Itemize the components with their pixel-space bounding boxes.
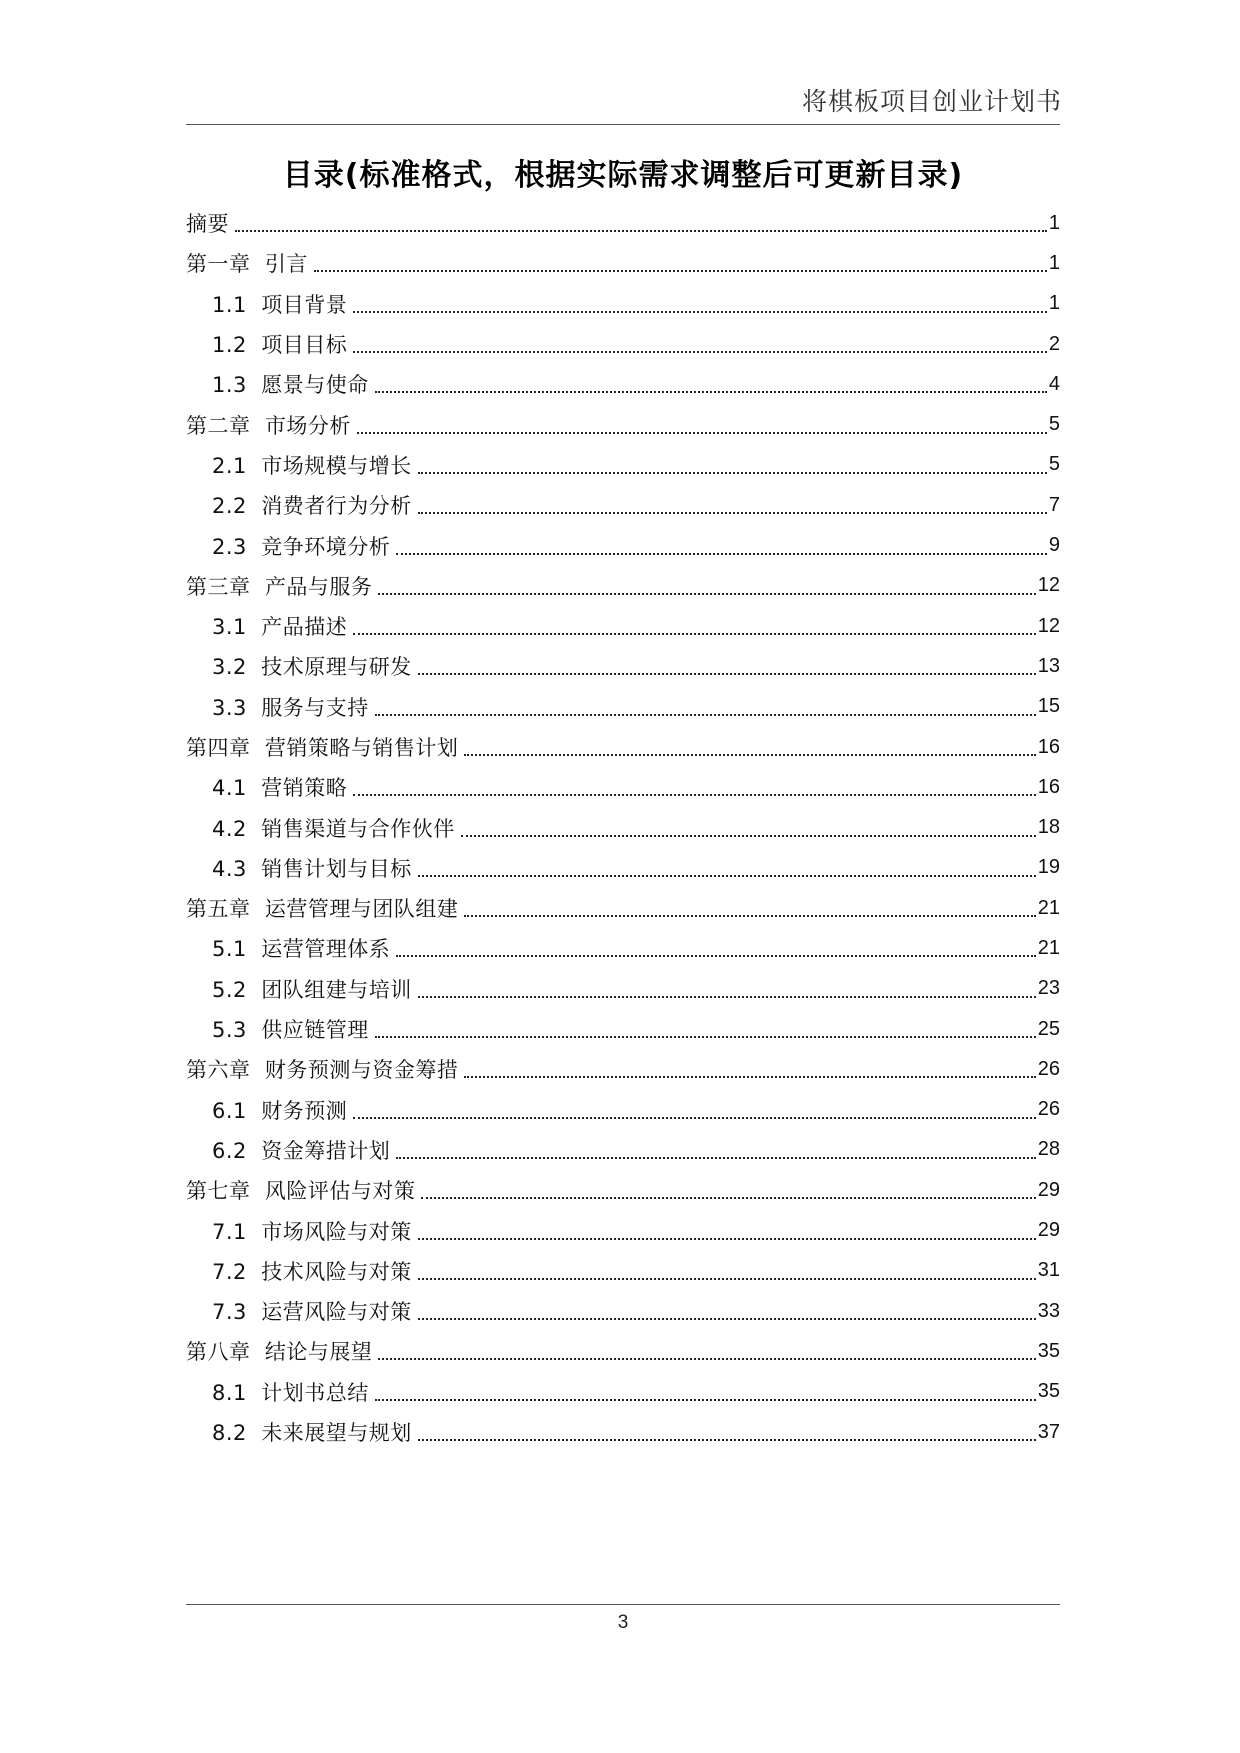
toc-entry-label: 第一章 引言 [186, 252, 308, 277]
toc-entry-label: 7.2 技术风险与对策 [212, 1259, 412, 1284]
toc-section-entry[interactable] [186, 646, 1060, 686]
toc-entry-label: 第八章 结论与展望 [186, 1340, 373, 1365]
toc-chapter-entry[interactable] [186, 404, 1060, 444]
toc-entry-label: 第七章 风险评估与对策 [186, 1179, 416, 1204]
toc-section-entry[interactable] [186, 1412, 1060, 1452]
toc-entry-page-number: 5 [1048, 453, 1060, 476]
toc-dot-leader [418, 1318, 1036, 1320]
toc-entry-page-number: 1 [1048, 251, 1060, 274]
toc-dot-leader [464, 754, 1035, 756]
toc-chapter-entry[interactable] [186, 203, 1060, 243]
toc-entry-label: 第六章 财务预测与资金筹措 [186, 1058, 459, 1083]
toc-entry-page-number: 2 [1048, 332, 1060, 355]
toc-entry-page-number: 1 [1048, 292, 1060, 315]
toc-entry-page-number: 33 [1037, 1299, 1060, 1322]
toc-entry-label: 7.3 运营风险与对策 [212, 1300, 412, 1325]
toc-dot-leader [314, 270, 1047, 272]
toc-dot-leader [353, 351, 1047, 353]
toc-entry-label: 4.1 营销策略 [212, 776, 348, 801]
toc-entry-page-number: 26 [1037, 1098, 1060, 1121]
toc-entry-label: 2.1 市场规模与增长 [212, 453, 412, 478]
toc-section-entry[interactable] [186, 1372, 1060, 1412]
toc-dot-leader [353, 1117, 1036, 1119]
toc-entry-page-number: 26 [1037, 1057, 1060, 1080]
toc-section-entry[interactable] [186, 324, 1060, 364]
toc-entry-label: 1.3 愿景与使命 [212, 373, 369, 398]
toc-section-entry[interactable] [186, 767, 1060, 807]
toc-entry-page-number: 37 [1037, 1420, 1060, 1443]
toc-dot-leader [353, 311, 1047, 313]
toc-dot-leader [464, 915, 1035, 917]
toc-chapter-entry[interactable] [186, 727, 1060, 767]
toc-entry-label: 第三章 产品与服务 [186, 574, 373, 599]
toc-entry-label: 摘要 [186, 212, 229, 237]
document-header-title: 将棋板项目创业计划书 [801, 87, 1062, 116]
toc-dot-leader [418, 472, 1047, 474]
toc-entry-page-number: 29 [1037, 1219, 1060, 1242]
toc-title: 目录(标准格式，根据实际需求调整后可更新目录) [282, 158, 964, 193]
toc-section-entry[interactable] [186, 969, 1060, 1009]
toc-entry-label: 6.2 资金筹措计划 [212, 1138, 391, 1163]
toc-section-entry[interactable] [186, 1210, 1060, 1250]
toc-dot-leader [464, 1076, 1035, 1078]
toc-entry-label: 4.2 销售渠道与合作伙伴 [212, 816, 455, 841]
toc-entry-label: 第五章 运营管理与团队组建 [186, 897, 459, 922]
toc-chapter-entry[interactable] [186, 1331, 1060, 1371]
toc-entry-label: 8.2 未来展望与规划 [212, 1421, 412, 1446]
toc-section-entry[interactable] [186, 445, 1060, 485]
toc-dot-leader [461, 835, 1036, 837]
toc-entry-page-number: 29 [1037, 1178, 1060, 1201]
toc-dot-leader [418, 1439, 1036, 1441]
toc-dot-leader [378, 1358, 1035, 1360]
toc-entry-page-number: 1 [1048, 211, 1060, 234]
toc-dot-leader [375, 714, 1036, 716]
toc-chapter-entry[interactable] [186, 1170, 1060, 1210]
toc-section-entry[interactable] [186, 525, 1060, 565]
toc-dot-leader [418, 1278, 1036, 1280]
toc-chapter-entry[interactable] [186, 1049, 1060, 1089]
toc-section-entry[interactable] [186, 848, 1060, 888]
toc-chapter-entry[interactable] [186, 888, 1060, 928]
toc-chapter-entry[interactable] [186, 566, 1060, 606]
toc-entry-page-number: 7 [1048, 493, 1060, 516]
toc-dot-leader [418, 512, 1047, 514]
footer-divider [186, 1604, 1060, 1605]
page-number: 3 [617, 1612, 629, 1633]
toc-dot-leader [353, 794, 1036, 796]
toc-section-entry[interactable] [186, 606, 1060, 646]
toc-entry-page-number: 13 [1037, 654, 1060, 677]
toc-dot-leader [418, 996, 1036, 998]
toc-entry-label: 第二章 市场分析 [186, 413, 351, 438]
toc-section-entry[interactable] [186, 284, 1060, 324]
toc-entry-page-number: 28 [1037, 1138, 1060, 1161]
toc-entry-label: 5.3 供应链管理 [212, 1018, 369, 1043]
toc-section-entry[interactable] [186, 1291, 1060, 1331]
toc-dot-leader [375, 1399, 1036, 1401]
toc-entry-label: 7.1 市场风险与对策 [212, 1219, 412, 1244]
toc-dot-leader [396, 1157, 1036, 1159]
toc-dot-leader [418, 673, 1036, 675]
toc-entry-page-number: 23 [1037, 977, 1060, 1000]
toc-section-entry[interactable] [186, 687, 1060, 727]
toc-dot-leader [353, 633, 1036, 635]
toc-entry-label: 5.1 运营管理体系 [212, 937, 391, 962]
toc-entry-page-number: 21 [1037, 896, 1060, 919]
toc-entry-label: 5.2 团队组建与培训 [212, 977, 412, 1002]
toc-entry-label: 2.2 消费者行为分析 [212, 494, 412, 519]
toc-entry-page-number: 12 [1037, 574, 1060, 597]
toc-section-entry[interactable] [186, 928, 1060, 968]
toc-entry-label: 4.3 销售计划与目标 [212, 856, 412, 881]
toc-entry-label: 3.3 服务与支持 [212, 695, 369, 720]
toc-dot-leader [396, 553, 1047, 555]
toc-entry-page-number: 9 [1048, 534, 1060, 557]
toc-entry-page-number: 35 [1037, 1339, 1060, 1362]
toc-entry-label: 1.2 项目目标 [212, 333, 348, 358]
toc-entry-label: 8.1 计划书总结 [212, 1380, 369, 1405]
toc-entry-label: 3.1 产品描述 [212, 615, 348, 640]
toc-entry-page-number: 4 [1048, 372, 1060, 395]
toc-section-entry[interactable] [186, 1251, 1060, 1291]
toc-entry-page-number: 19 [1037, 856, 1060, 879]
toc-section-entry[interactable] [186, 485, 1060, 525]
header-divider [186, 124, 1060, 125]
toc-dot-leader [375, 391, 1047, 393]
toc-section-entry[interactable] [186, 1090, 1060, 1130]
toc-dot-leader [378, 593, 1035, 595]
toc-dot-leader [357, 432, 1047, 434]
toc-entry-page-number: 21 [1037, 936, 1060, 959]
toc-section-entry[interactable] [186, 807, 1060, 847]
toc-entry-page-number: 16 [1037, 735, 1060, 758]
toc-entry-page-number: 5 [1048, 413, 1060, 436]
toc-entry-page-number: 35 [1037, 1380, 1060, 1403]
toc-section-entry[interactable] [186, 1009, 1060, 1049]
toc-dot-leader [235, 230, 1047, 232]
toc-entry-label: 6.1 财务预测 [212, 1098, 348, 1123]
toc-dot-leader [396, 955, 1036, 957]
toc-entry-page-number: 16 [1037, 775, 1060, 798]
toc-dot-leader [418, 1238, 1036, 1240]
table-of-contents [186, 203, 1060, 1452]
toc-entry-label: 2.3 竞争环境分析 [212, 534, 391, 559]
toc-entry-label: 1.1 项目背景 [212, 292, 348, 317]
toc-chapter-entry[interactable] [186, 243, 1060, 283]
toc-dot-leader [421, 1197, 1035, 1199]
toc-dot-leader [418, 875, 1036, 877]
toc-entry-page-number: 12 [1037, 614, 1060, 637]
toc-dot-leader [375, 1036, 1036, 1038]
toc-entry-page-number: 31 [1037, 1259, 1060, 1282]
toc-section-entry[interactable] [186, 1130, 1060, 1170]
toc-section-entry[interactable] [186, 364, 1060, 404]
toc-entry-page-number: 25 [1037, 1017, 1060, 1040]
toc-entry-label: 3.2 技术原理与研发 [212, 655, 412, 680]
toc-entry-page-number: 18 [1037, 816, 1060, 839]
toc-entry-page-number: 15 [1037, 695, 1060, 718]
toc-entry-label: 第四章 营销策略与销售计划 [186, 736, 459, 760]
